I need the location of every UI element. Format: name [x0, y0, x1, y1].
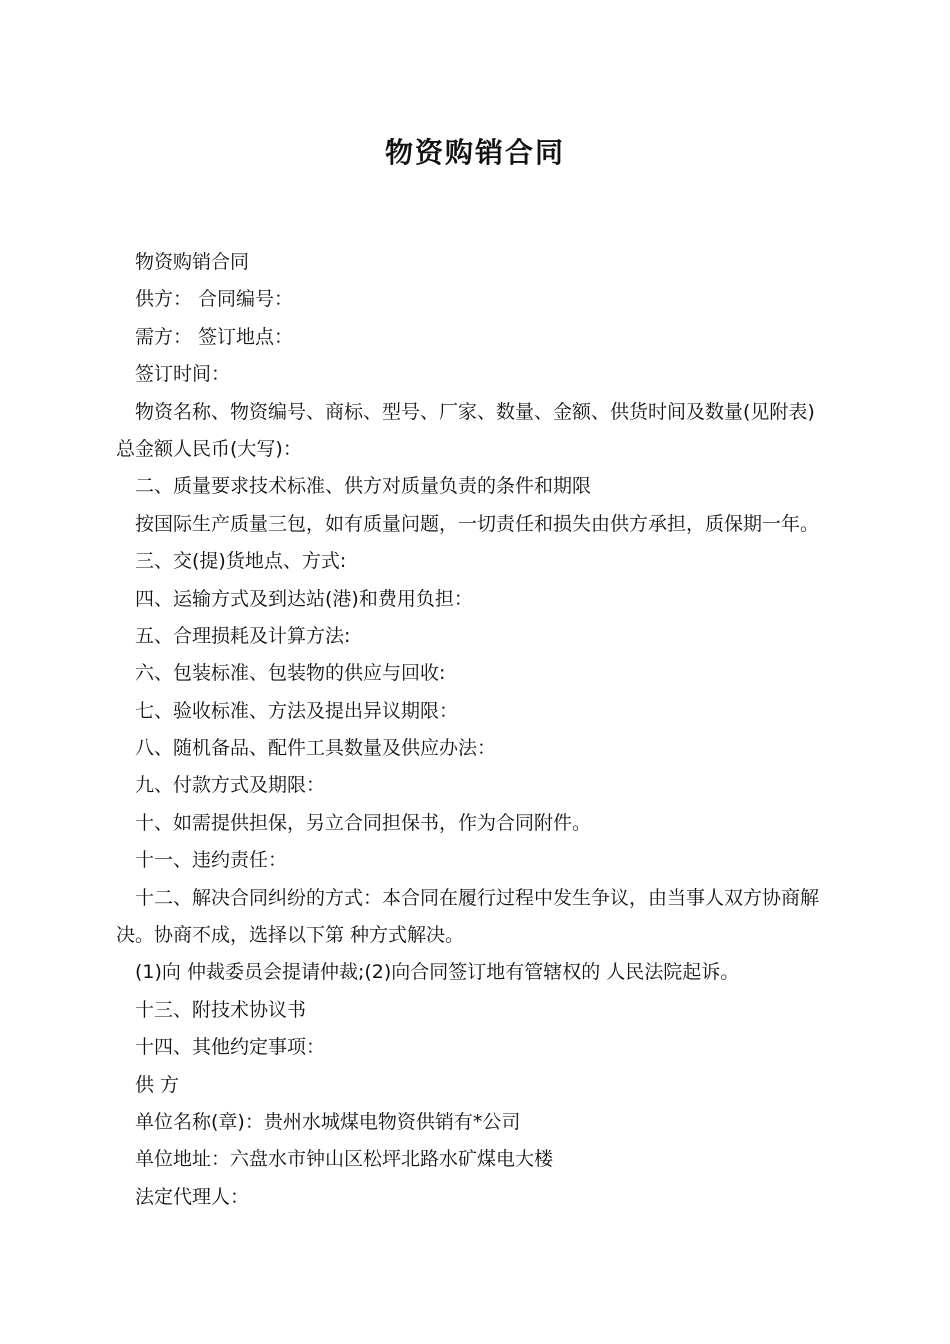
- document-body: [116, 244, 840, 1216]
- text-line-legal-agent: 法定代理人：: [135, 1185, 250, 1208]
- text-line-buyer-sign-place: 需方： 签订地点：: [135, 325, 294, 348]
- text-line-dispute-options: (1)向 仲裁委员会提请仲裁;(2)向合同签订地有管辖权的 人民法院起诉。: [135, 961, 740, 984]
- text-line-clause-14: 十四、其他约定事项：: [135, 1036, 326, 1059]
- text-line-clause-8: 八、随机备品、配件工具数量及供应办法：: [135, 737, 497, 760]
- text-line-clause-10: 十、如需提供担保，另立合同担保书，作为合同附件。: [135, 811, 592, 834]
- text-line-sign-time: 签订时间：: [135, 363, 231, 386]
- text-line-supplier-contract-no: 供方： 合同编号：: [135, 288, 294, 311]
- text-line-clause-3: 三、交(提)货地点、方式:: [135, 550, 347, 573]
- text-line-clause-12: 十二、解决合同纠纷的方式：本合同在履行过程中发生争议，由当事人双方协商解: [135, 886, 820, 909]
- text-line-clause-6: 六、包装标准、包装物的供应与回收:: [135, 662, 446, 685]
- text-line-quality-warranty: 按国际生产质量三包，如有质量问题，一切责任和损失由供方承担，质保期一年。: [135, 512, 820, 535]
- text-line-clause-12-cont: 决。协商不成，选择以下第 种方式解决。: [116, 924, 465, 947]
- text-line-clause-2: 二、质量要求技术标准、供方对质量负责的条件和期限: [135, 475, 592, 498]
- text-line-clause-4: 四、运输方式及到达站(港)和费用负担：: [135, 587, 473, 610]
- text-line-clause-9: 九、付款方式及期限：: [135, 774, 326, 797]
- text-line-clause-7: 七、验收标准、方法及提出异议期限：: [135, 699, 459, 722]
- text-line-clause-5: 五、合理损耗及计算方法:: [135, 624, 351, 647]
- text-line-company-name: 单位名称(章)：贵州水城煤电物资供销有*公司: [135, 1110, 521, 1133]
- text-line-total-amount: 总金额人民币(大写)：: [116, 437, 302, 460]
- text-line-company-address: 单位地址：六盘水市钟山区松坪北路水矿煤电大楼: [135, 1148, 554, 1171]
- text-line-supplier-label: 供 方: [135, 1073, 180, 1096]
- text-line-clause-13: 十三、附技术协议书: [135, 998, 307, 1021]
- text-line-clause-11: 十一、违约责任：: [135, 849, 288, 872]
- text-line-goods-info: 物资名称、物资编号、商标、型号、厂家、数量、金额、供货时间及数量(见附表): [135, 400, 815, 423]
- document-title: 物资购销合同: [384, 136, 565, 169]
- text-line-heading: 物资购销合同: [135, 251, 250, 273]
